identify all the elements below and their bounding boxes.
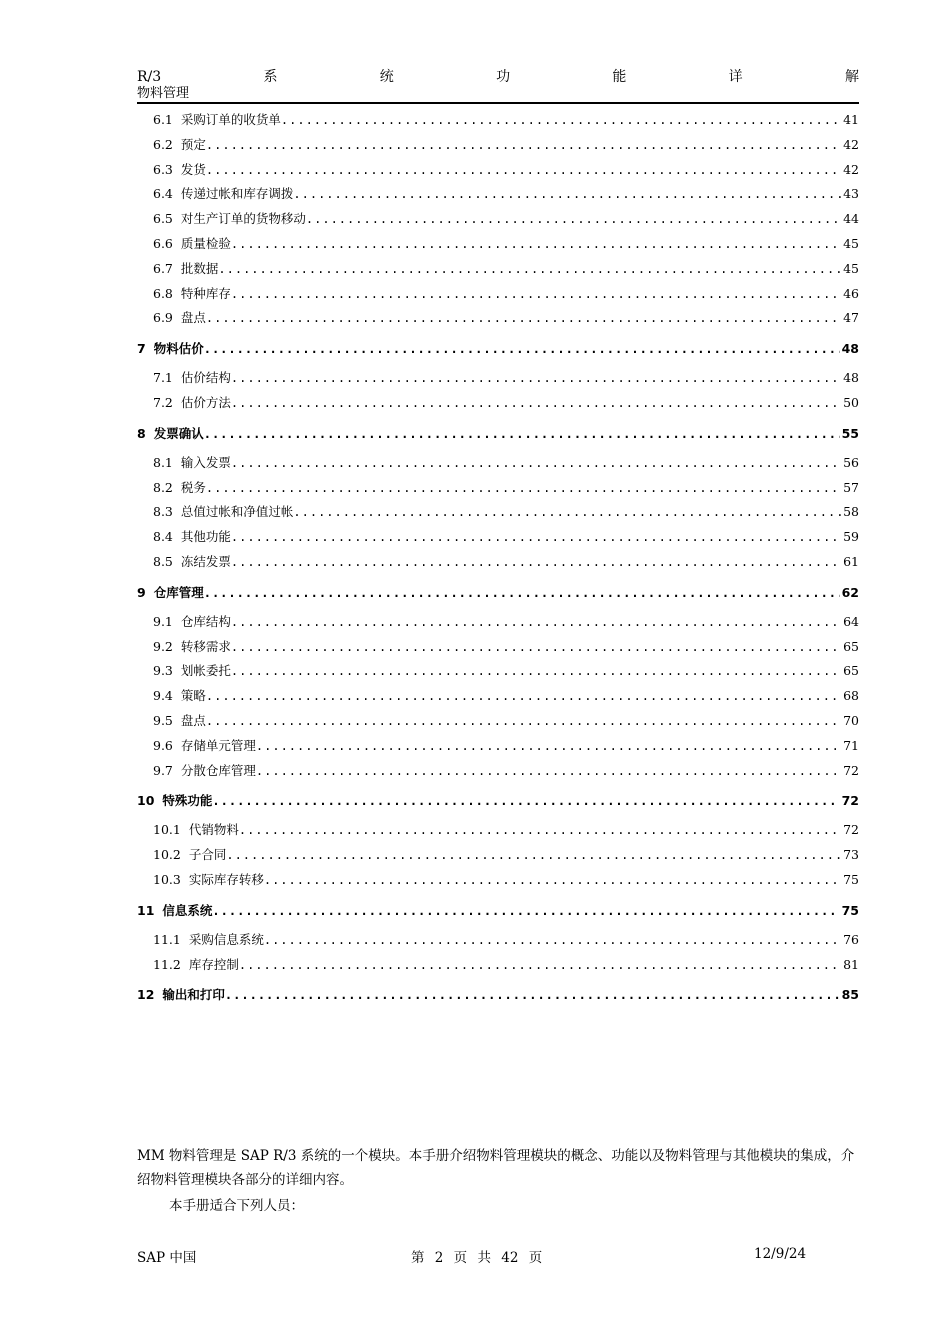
toc-entry-page: 44	[843, 211, 859, 227]
toc-entry-page: 48	[841, 341, 859, 357]
toc-entry-title: 税务	[180, 479, 206, 495]
header-title-char: R/3	[137, 69, 162, 85]
toc-entry-title: 质量检验	[180, 235, 231, 251]
toc-section-entry[interactable]	[137, 108, 859, 133]
toc-section-entry[interactable]	[137, 868, 859, 893]
page-header	[137, 68, 859, 102]
toc-section-entry[interactable]	[137, 610, 859, 635]
toc-entry-page: 42	[843, 136, 859, 152]
toc-chapter-entry[interactable]	[137, 421, 859, 446]
toc-entry-number: 12	[137, 987, 155, 1003]
toc-entry-number: 9.5	[153, 712, 173, 728]
toc-leader-dots	[226, 843, 841, 868]
toc-leader-dots	[264, 928, 841, 953]
toc-entry-title: 预定	[180, 136, 206, 152]
toc-entry-page: 75	[841, 902, 859, 918]
footer-company: SAP 中国	[137, 1250, 197, 1266]
toc-entry-number: 6.2	[153, 136, 173, 152]
toc-entry-page: 73	[843, 847, 859, 863]
toc-entry-page: 45	[843, 235, 859, 251]
toc-entry-number: 10.3	[153, 871, 181, 887]
toc-entry-page: 71	[843, 737, 859, 753]
toc-entry-page: 72	[843, 822, 859, 838]
toc-leader-dots	[306, 207, 841, 232]
toc-leader-dots	[293, 500, 841, 525]
toc-entry-title: 特种库存	[180, 285, 231, 301]
toc-entry-number: 8.1	[153, 454, 173, 470]
header-title	[137, 68, 859, 86]
toc-leader-dots	[206, 476, 841, 501]
toc-section-entry[interactable]	[137, 391, 859, 416]
toc-entry-number: 11	[137, 902, 155, 918]
toc-entry-number: 9.6	[153, 737, 173, 753]
toc-leader-dots	[264, 868, 841, 893]
toc-section-entry[interactable]	[137, 953, 859, 978]
toc-leader-dots	[212, 899, 839, 923]
toc-leader-dots	[231, 525, 841, 550]
toc-entry-title: 传递过帐和库存调拨	[180, 186, 294, 202]
toc-entry-number: 10.2	[153, 847, 181, 863]
header-title-char: 统	[379, 69, 394, 85]
toc-section-entry[interactable]	[137, 928, 859, 953]
toc-entry-page: 62	[841, 584, 859, 600]
toc-entry-page: 65	[843, 663, 859, 679]
footer-date: 12/9/24	[754, 1246, 807, 1262]
toc-entry-page: 76	[843, 931, 859, 947]
toc-leader-dots	[256, 734, 841, 759]
toc-entry-number: 9.4	[153, 688, 173, 704]
toc-section-entry[interactable]	[137, 734, 859, 759]
toc-entry-title: 盘点	[180, 712, 206, 728]
toc-entry-title: 实际库存转移	[188, 871, 264, 887]
toc-section-entry[interactable]	[137, 306, 859, 331]
toc-entry-page: 72	[843, 762, 859, 778]
toc-entry-page: 55	[841, 425, 859, 441]
toc-entry-title: 冻结发票	[180, 553, 231, 569]
toc-entry-title: 估价结构	[180, 370, 231, 386]
toc-leader-dots	[204, 337, 840, 361]
toc-leader-dots	[206, 684, 841, 709]
toc-entry-number: 10.1	[153, 822, 181, 838]
toc-section-entry[interactable]	[137, 366, 859, 391]
toc-chapter-entry[interactable]	[137, 898, 859, 923]
toc-entry-page: 47	[843, 310, 859, 326]
toc-entry-number: 11.2	[153, 956, 181, 972]
toc-entry-page: 75	[843, 871, 859, 887]
toc-entry-number: 8.5	[153, 553, 173, 569]
toc-leader-dots	[231, 282, 841, 307]
toc-entry-title: 划帐委托	[180, 663, 231, 679]
toc-entry-page: 42	[843, 161, 859, 177]
toc-entry-page: 81	[843, 956, 859, 972]
toc-entry-page: 57	[843, 479, 859, 495]
toc-entry-page: 56	[843, 454, 859, 470]
toc-leader-dots	[231, 550, 841, 575]
toc-entry-title: 信息系统	[162, 902, 213, 918]
toc-leader-dots	[204, 581, 840, 605]
toc-entry-number: 7.1	[153, 370, 173, 386]
toc-entry-number: 8.4	[153, 529, 173, 545]
toc-section-entry[interactable]	[137, 158, 859, 183]
toc-leader-dots	[239, 953, 841, 978]
toc-entry-number: 9.7	[153, 762, 173, 778]
toc-leader-dots	[231, 635, 841, 660]
toc-entry-number: 6.3	[153, 161, 173, 177]
toc-leader-dots	[225, 983, 840, 1007]
header-title-char: 详	[728, 69, 743, 85]
toc-leader-dots	[206, 158, 841, 183]
toc-entry-page: 59	[843, 529, 859, 545]
toc-entry-page: 46	[843, 285, 859, 301]
toc-leader-dots	[256, 759, 841, 784]
toc-leader-dots	[206, 709, 841, 734]
toc-section-entry[interactable]	[137, 232, 859, 257]
toc-entry-title: 总值过帐和净值过帐	[180, 504, 294, 520]
toc-entry-title: 发货	[180, 161, 206, 177]
toc-entry-number: 8	[137, 425, 146, 441]
toc-section-entry[interactable]	[137, 282, 859, 307]
toc-entry-number: 9.1	[153, 613, 173, 629]
toc-leader-dots	[231, 659, 841, 684]
toc-entry-title: 采购信息系统	[188, 931, 264, 947]
toc-entry-page: 70	[843, 712, 859, 728]
toc-entry-title: 批数据	[180, 260, 219, 276]
toc-entry-title: 发票确认	[153, 425, 204, 441]
toc-entry-number: 9	[137, 584, 146, 600]
toc-entry-title: 库存控制	[188, 956, 239, 972]
toc-section-entry[interactable]	[137, 635, 859, 660]
toc-leader-dots	[231, 391, 841, 416]
toc-entry-title: 子合同	[188, 847, 227, 863]
toc-entry-page: 65	[843, 638, 859, 654]
toc-entry-title: 其他功能	[180, 529, 231, 545]
toc-leader-dots	[293, 182, 841, 207]
toc-chapter-entry[interactable]	[137, 580, 859, 605]
toc-entry-title: 仓库结构	[180, 613, 231, 629]
toc-entry-number: 6.9	[153, 310, 173, 326]
toc-leader-dots	[204, 422, 840, 446]
toc-entry-title: 估价方法	[180, 394, 231, 410]
toc-entry-number: 6.4	[153, 186, 173, 202]
header-subtitle: 物料管理	[137, 86, 190, 101]
toc-chapter-entry[interactable]	[137, 982, 859, 1007]
toc-entry-title: 盘点	[180, 310, 206, 326]
toc-entry-number: 11.1	[153, 931, 181, 947]
toc-entry-page: 64	[843, 613, 859, 629]
header-title-char: 功	[496, 69, 511, 85]
toc-entry-number: 6.7	[153, 260, 173, 276]
table-of-contents	[137, 108, 859, 1012]
toc-entry-number: 10	[137, 793, 155, 809]
toc-leader-dots	[231, 366, 841, 391]
toc-entry-title: 输入发票	[180, 454, 231, 470]
toc-chapter-entry[interactable]	[137, 788, 859, 813]
toc-entry-page: 43	[843, 186, 859, 202]
toc-section-entry[interactable]	[137, 525, 859, 550]
header-title-char: 解	[844, 69, 859, 85]
toc-chapter-entry[interactable]	[137, 336, 859, 361]
header-title-char: 能	[612, 69, 627, 85]
toc-section-entry[interactable]	[137, 182, 859, 207]
toc-section-entry[interactable]	[137, 550, 859, 575]
toc-entry-page: 48	[843, 370, 859, 386]
toc-leader-dots	[231, 232, 841, 257]
toc-entry-title: 输出和打印	[162, 987, 225, 1003]
toc-leader-dots	[206, 306, 841, 331]
toc-section-entry[interactable]	[137, 709, 859, 734]
header-title-char: 系	[263, 69, 278, 85]
toc-entry-title: 特殊功能	[162, 793, 213, 809]
toc-entry-number: 7.2	[153, 394, 173, 410]
toc-entry-page: 41	[843, 112, 859, 127]
toc-entry-number: 9.2	[153, 638, 173, 654]
audience-paragraph: 本手册适合下列人员：	[169, 1198, 304, 1214]
toc-entry-title: 物料估价	[153, 341, 204, 357]
toc-entry-page: 45	[843, 260, 859, 276]
page-footer	[137, 1246, 859, 1266]
toc-section-entry[interactable]	[137, 759, 859, 784]
toc-entry-page: 68	[843, 688, 859, 704]
toc-entry-number: 7	[137, 341, 146, 357]
toc-section-entry[interactable]	[137, 476, 859, 501]
toc-entry-number: 9.3	[153, 663, 173, 679]
toc-entry-page: 61	[843, 553, 859, 569]
toc-entry-page: 72	[841, 793, 859, 809]
toc-leader-dots	[281, 108, 841, 133]
toc-leader-dots	[231, 610, 841, 635]
toc-entry-title: 仓库管理	[153, 584, 204, 600]
toc-entry-page: 50	[843, 394, 859, 410]
toc-section-entry[interactable]	[137, 684, 859, 709]
header-rule	[137, 102, 859, 104]
toc-leader-dots	[218, 257, 841, 282]
toc-entry-page: 58	[843, 504, 859, 520]
toc-section-entry[interactable]	[137, 451, 859, 476]
toc-entry-title: 采购订单的收货单	[180, 112, 281, 127]
toc-section-entry[interactable]	[137, 257, 859, 282]
toc-entry-number: 6.5	[153, 211, 173, 227]
toc-entry-number: 6.8	[153, 285, 173, 301]
toc-leader-dots	[212, 789, 839, 813]
toc-section-entry[interactable]	[137, 659, 859, 684]
toc-section-entry[interactable]	[137, 207, 859, 232]
toc-section-entry[interactable]	[137, 133, 859, 158]
toc-entry-number: 6.1	[153, 112, 173, 127]
toc-section-entry[interactable]	[137, 500, 859, 525]
toc-entry-number: 8.2	[153, 479, 173, 495]
footer-page-number: 第 2 页 共 42 页	[411, 1250, 543, 1266]
toc-entry-title: 转移需求	[180, 638, 231, 654]
toc-entry-title: 代销物料	[188, 822, 239, 838]
toc-entry-number: 6.6	[153, 235, 173, 251]
toc-entry-title: 存储单元管理	[180, 737, 256, 753]
toc-entry-title: 策略	[180, 688, 206, 704]
toc-leader-dots	[239, 818, 841, 843]
toc-leader-dots	[231, 451, 841, 476]
toc-leader-dots	[206, 133, 841, 158]
intro-paragraph: MM 物料管理是 SAP R/3 系统的一个模块。本手册介绍物料管理模块的概念、功能以及物料管理与其他模块的集成，介绍物料管理模块各部分的详细内容。	[137, 1148, 855, 1188]
toc-entry-title: 对生产订单的货物移动	[180, 211, 306, 227]
toc-entry-number: 8.3	[153, 504, 173, 520]
toc-entry-page: 85	[841, 987, 859, 1003]
toc-section-entry[interactable]	[137, 843, 859, 868]
toc-section-entry[interactable]	[137, 818, 859, 843]
toc-entry-title: 分散仓库管理	[180, 762, 256, 778]
